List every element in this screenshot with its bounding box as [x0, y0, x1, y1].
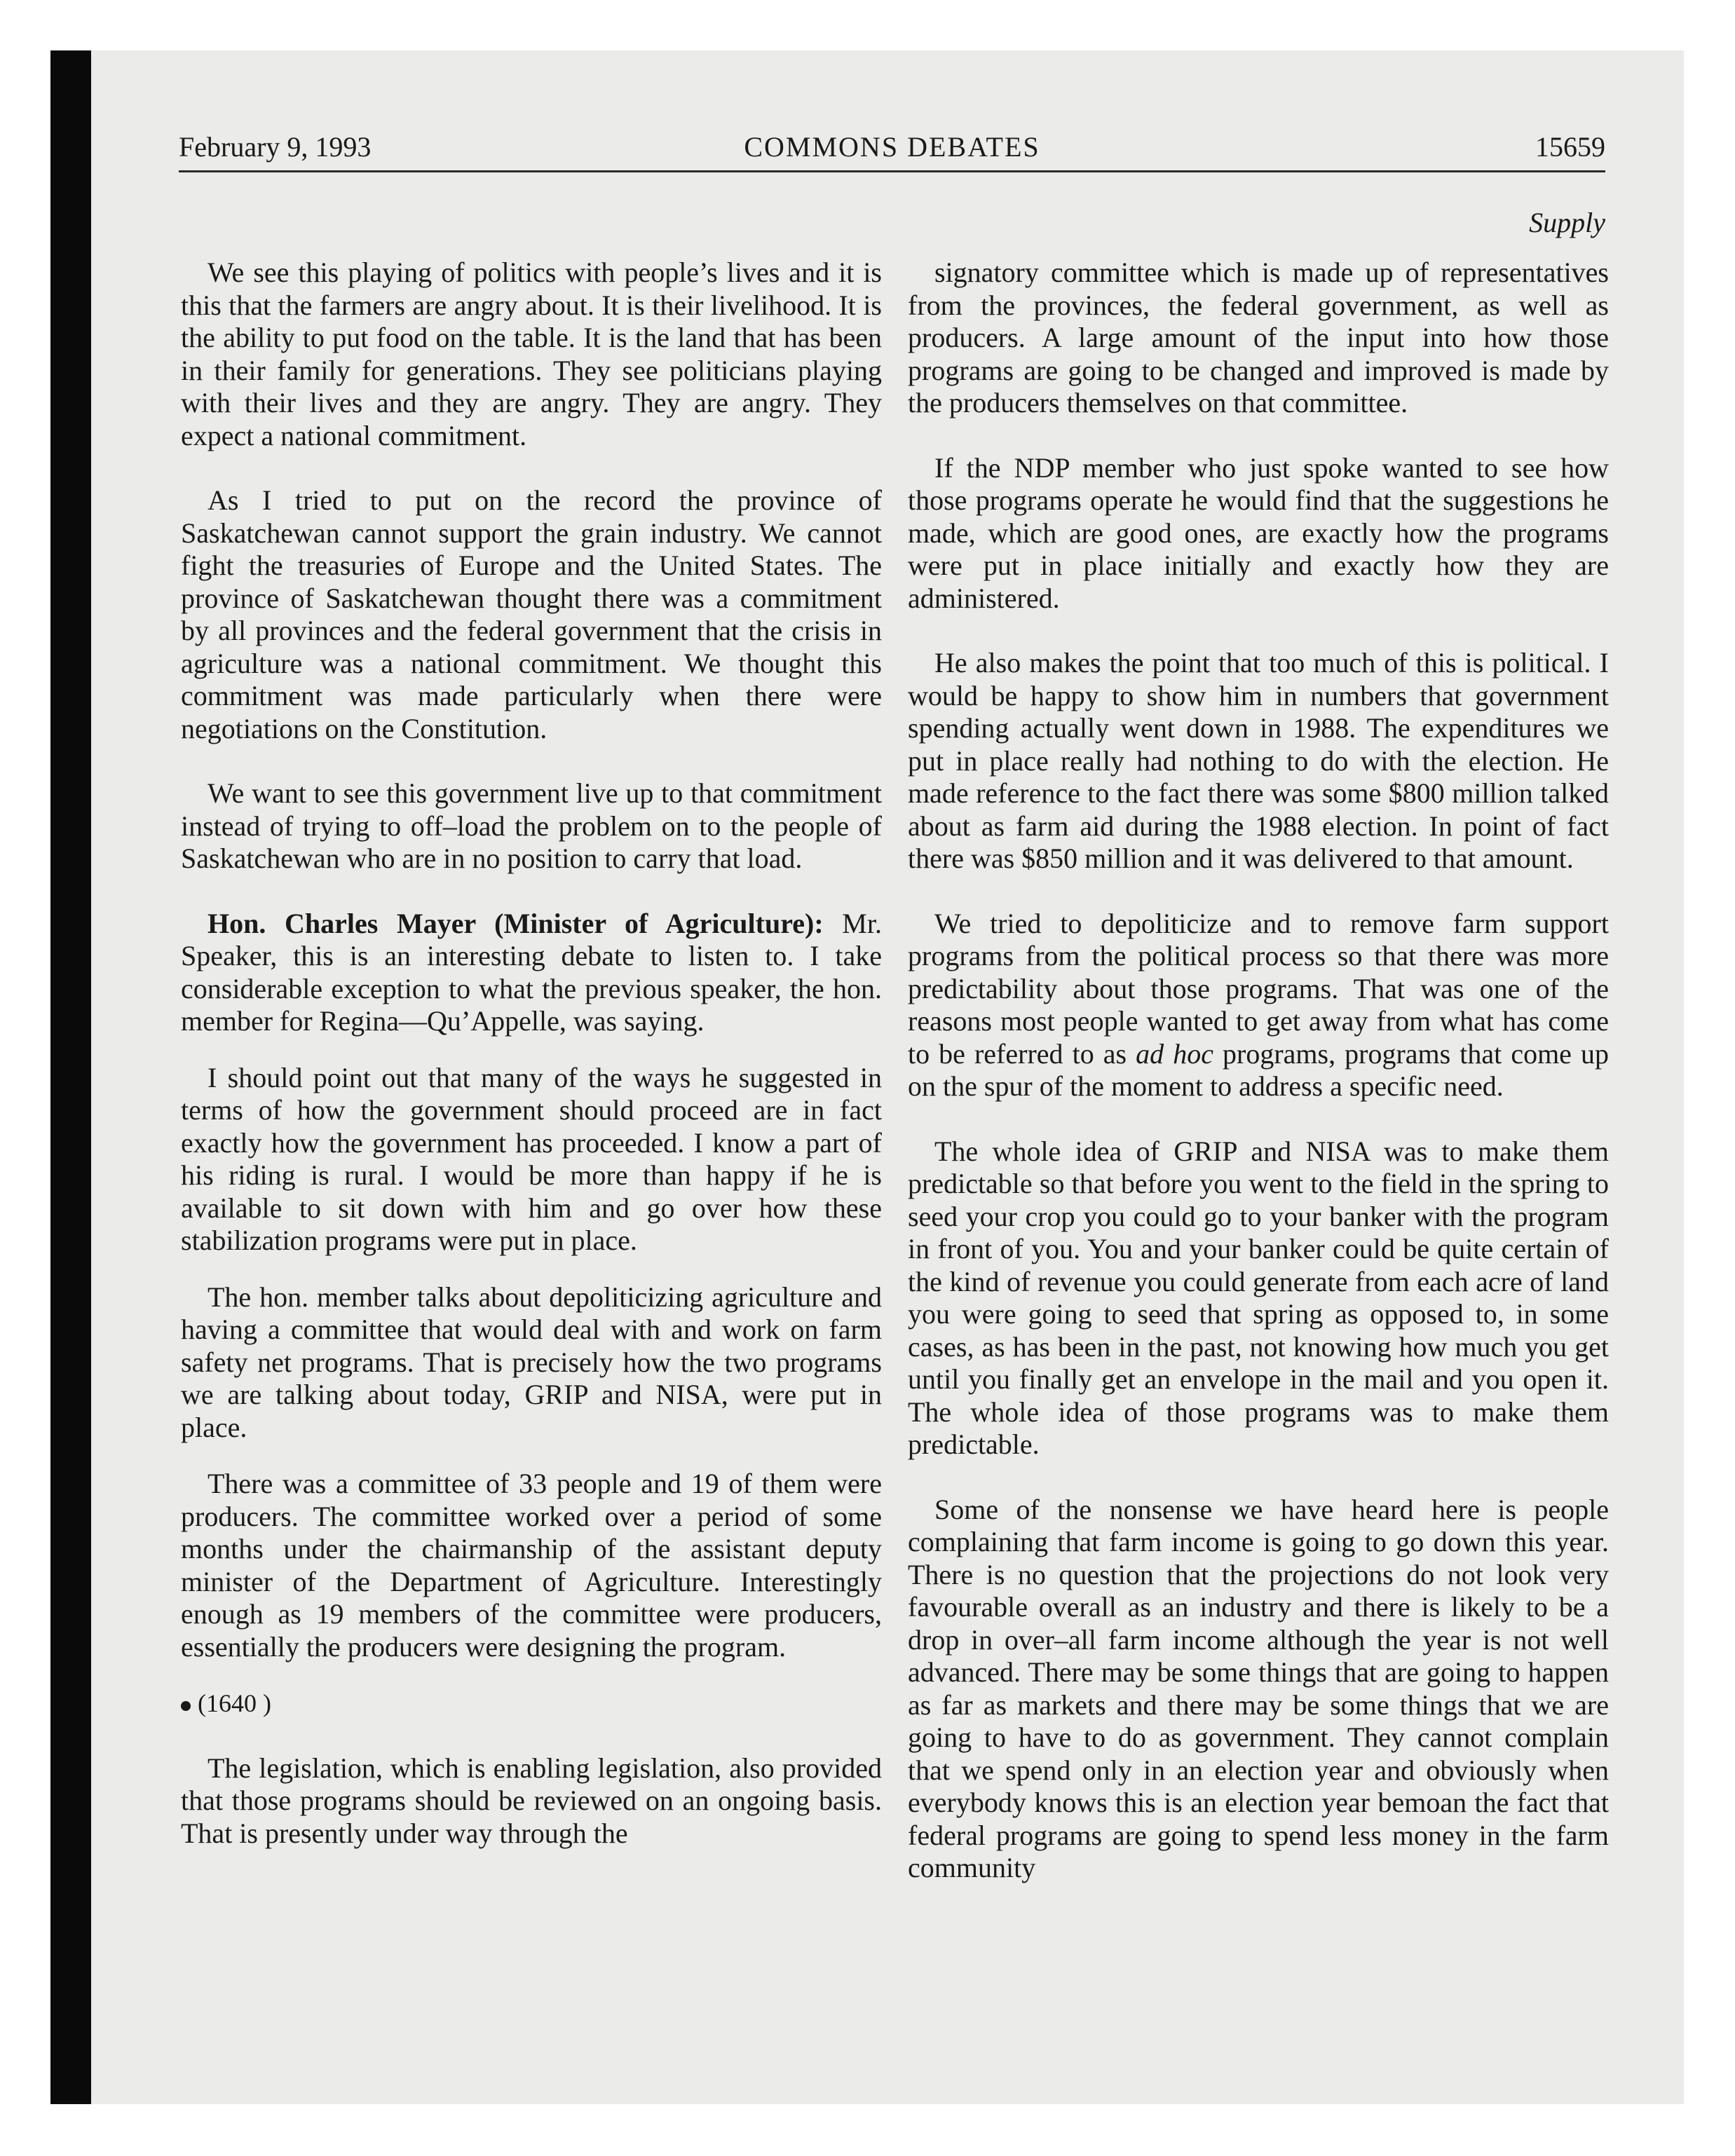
speaker-name: Hon. Charles Mayer (Minister of Agriculture):: [207, 907, 824, 939]
speaker-text: Mr. Speaker, this is an interesting debate to listen to. I take considerable exception to what the previous speaker, the hon. member for Regina—Qu’Appelle, was saying.: [181, 907, 882, 1037]
paragraph: signatory committee which is made up of representatives from the provinces, the federal government, as well as producers. A large amount of the input into how those programs are going to be changed and improved is made by the producers themselves on that committee.: [908, 257, 1609, 418]
paragraph: There was a committee of 33 people and 19 of them were producers. The committee worked over a period of some months under the chairmanship of the assistant deputy minister of the Department of Agriculture. Interestingly enough as 19 members of the committee were producers, essentially the producers were designing the program.: [181, 1468, 882, 1663]
bullet-icon: [181, 1701, 191, 1711]
paragraph: If the NDP member who just spoke wanted to see how those programs operate he would find that the suggestions he made, which are good ones, are exactly how the programs were put in place initially and exactly how they are administered.: [908, 451, 1609, 614]
header-title: COMMONS DEBATES: [744, 131, 1040, 163]
speaker-paragraph: [181, 908, 882, 1038]
paragraph: He also makes the point that too much of this is political. I would be happy to show him in numbers that government spending actually went down in 1988. The expenditures we put in place really had nothing to do with the election. He made reference to the fact there was some $800 million talked about as farm aid during the 1988 election. In point of fact there was $850 million and it was delivered to that amount.: [908, 647, 1609, 874]
paragraph: The whole idea of GRIP and NISA was to make them predictable so that before you went to the field in the spring to seed your crop you could go to your banker with the program in front of you. You and your banker could be quite certain of the kind of revenue you could generate from each acre of land you were going to seed that spring as opposed to, in some cases, as has been in the past, not knowing how much you get until you finally get an envelope in the mail and you open it. The whole idea of those programs was to make them predictable.: [908, 1135, 1609, 1460]
paragraph-text: programs, programs that come up on the spur of the moment to address a specific need.: [908, 1037, 1609, 1102]
left-column: [181, 257, 882, 1882]
page-header: [179, 125, 1605, 170]
timestamp: [181, 1687, 882, 1720]
header-date: February 9, 1993: [179, 131, 372, 163]
binding-edge: [50, 50, 91, 2104]
paragraph: We see this playing of politics with people’s lives and it is this that the farmers are angry about. It is their livelihood. It is the ability to put food on the table. It is the land that has been in their family for generations. They see politicians playing with their lives and they are angry. They are angry. They expect a national commitment.: [181, 257, 882, 451]
paragraph: We want to see this government live up to that commitment instead of trying to off–load the problem on to the people of Saskatchewan who are in no position to carry that load.: [181, 777, 882, 874]
section-title: Supply: [1529, 207, 1605, 238]
paragraph: As I tried to put on the record the province of Saskatchewan cannot support the grain industry. We cannot fight the treasuries of Europe and the United States. The province of Saskatchewan thought there was a commitment by all provinces and the federal government that the crisis in agriculture was a national commitment. We thought this commitment was made particularly when there were negotiations on the Constitution.: [181, 484, 882, 744]
paragraph-text: We tried to depoliticize and to remove farm support programs from the political process so that there was more predictability about those programs. That was one of the reasons most people wanted to get away from what has come to be referred to as: [908, 907, 1609, 1070]
header-rule: [179, 170, 1605, 172]
right-column: [908, 257, 1609, 1917]
page-number: 15659: [1535, 131, 1605, 163]
italic-term: ad hoc: [1136, 1037, 1213, 1070]
paragraph: I should point out that many of the ways he suggested in terms of how the government should proceed are in fact exactly how the government has proceeded. I know a part of his riding is rural. I would be more than happy if he is available to sit down with him and go over how these stabilization programs were put in place.: [181, 1061, 882, 1256]
paragraph: The hon. member talks about depoliticizing agriculture and having a committee that would deal with and work on farm safety net programs. That is precisely how the two programs we are talking about today, GRIP and NISA, were put in place.: [181, 1281, 882, 1443]
paragraph: [908, 908, 1609, 1103]
paragraph: Some of the nonsense we have heard here is people complaining that farm income is going to go down this year. There is no question that the projections do not look very favourable overall as an industry and there is likely to be a drop in over–all farm income although the year is not well advanced. There may be some things that are going to happen as far as markets and there may be some things that we are going to have to do as government. They cannot complain that we spend only in an election year and obviously when everybody knows this is an election year bemoan the fact that federal programs are going to spend less money in the farm community: [908, 1493, 1609, 1883]
timestamp-text: (1640 ): [198, 1689, 271, 1717]
paragraph: The legislation, which is enabling legislation, also provided that those programs should be reviewed on an ongoing basis. That is presently under way through the: [181, 1752, 882, 1849]
